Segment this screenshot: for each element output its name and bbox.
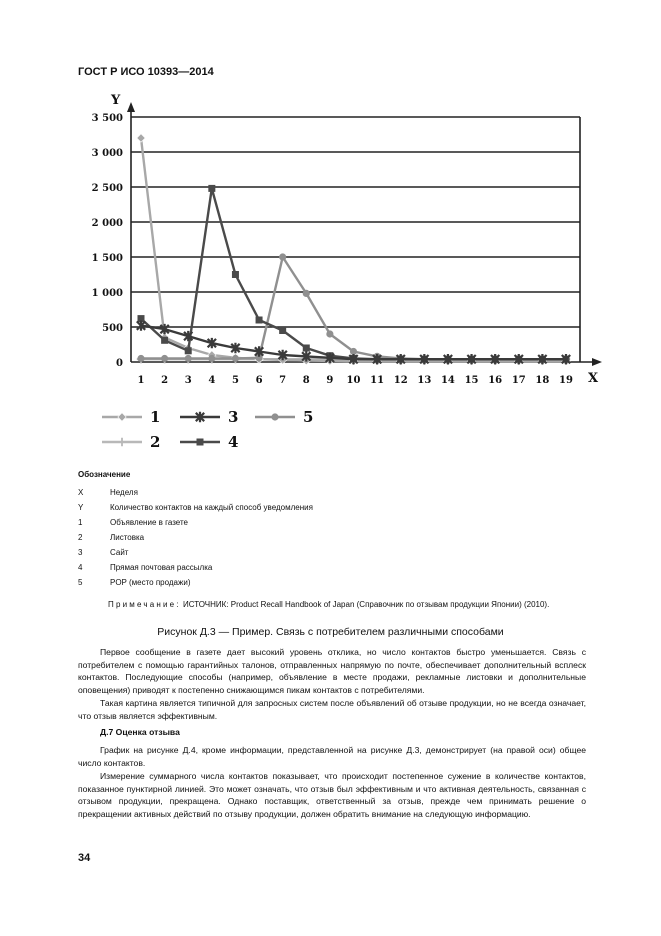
legend-marker: [271, 413, 278, 420]
data-point-series-4: [279, 327, 286, 334]
paragraph-2: Такая картина является типичной для запросных систем после объявлений об отзыве продукции, но не всегда означает, что отзыв является эффективным.: [78, 698, 586, 721]
marker-shape: [161, 337, 168, 344]
y-tick-label: 3 500: [91, 113, 123, 124]
key-description: Сайт: [110, 548, 129, 557]
key-symbol: 5: [78, 578, 83, 587]
data-point-series-5: [185, 355, 192, 362]
data-point-series-4: [303, 345, 310, 352]
data-point-series-5: [137, 355, 144, 362]
key-symbol: 4: [78, 563, 83, 572]
x-tick-label: 16: [488, 375, 503, 386]
y-tick-label: 2 500: [91, 183, 123, 194]
legend-label: 4: [228, 433, 239, 451]
series-line-4: [141, 188, 566, 359]
key-description: POP (место продажи): [110, 578, 191, 587]
x-tick-label: 3: [184, 375, 192, 386]
data-point-series-4: [161, 337, 168, 344]
legend-label: 2: [150, 433, 161, 451]
x-tick-label: 7: [279, 375, 287, 386]
document-header: ГОСТ Р ИСО 10393—2014: [78, 66, 214, 78]
series-line-5: [141, 257, 566, 359]
note-label: Примечание:: [108, 600, 181, 609]
x-tick-label: 2: [161, 375, 169, 386]
marker-shape: [232, 271, 239, 278]
section-title: Д.7 Оценка отзыва: [100, 727, 180, 737]
legend-item-4: [180, 433, 238, 451]
x-tick-label: 15: [464, 375, 479, 386]
key-description: Листовка: [110, 533, 145, 542]
marker-shape: [197, 439, 204, 446]
x-tick-label: 1: [137, 375, 145, 386]
marker-shape: [326, 330, 333, 337]
marker-shape: [208, 355, 215, 362]
key-description: Неделя: [110, 488, 138, 497]
figure-caption: Рисунок Д.3 — Пример. Связь с потребителем различными способами: [157, 626, 504, 638]
legend-label: 3: [228, 408, 239, 426]
data-point-series-4: [208, 185, 215, 192]
marker-shape: [279, 327, 286, 334]
key-symbol: Y: [78, 503, 84, 512]
legend-item-1: [102, 408, 160, 426]
x-tick-label: 19: [559, 375, 573, 386]
y-tick-label: 3 000: [91, 148, 123, 159]
x-tick-label: 6: [255, 375, 263, 386]
x-tick-label: 12: [393, 375, 408, 386]
legend-item-5: [255, 408, 313, 426]
data-point-series-4: [256, 317, 263, 324]
data-point-series-5: [326, 330, 333, 337]
page-number: 34: [78, 852, 91, 864]
y-axis-arrow: [127, 102, 135, 112]
key-description: Количество контактов на каждый способ уведомления: [110, 503, 313, 512]
chart-series: [137, 134, 570, 366]
marker-shape: [303, 345, 310, 352]
data-point-series-5: [303, 290, 310, 297]
marker-shape: [208, 185, 215, 192]
marker-shape: [161, 355, 168, 362]
figure-note: [108, 600, 549, 609]
marker-shape: [279, 253, 286, 260]
key-title: Обозначение: [78, 470, 131, 479]
x-tick-label: 9: [326, 375, 334, 386]
y-tick-label: 2 000: [91, 218, 123, 229]
paragraph-3: График на рисунке Д.4, кроме информации, представленной на рисунке Д.3, демонстрирует (на правой оси) общее число контактов.: [78, 745, 586, 768]
x-tick-label: 4: [208, 375, 216, 386]
data-point-series-5: [232, 355, 239, 362]
legend-marker: [118, 438, 126, 446]
legend-item-2: [102, 433, 160, 451]
y-tick-label: 1 000: [91, 288, 123, 299]
x-tick-label: 11: [370, 375, 385, 386]
data-point-series-4: [232, 271, 239, 278]
x-tick-label: 18: [535, 375, 550, 386]
legend-item-3: [180, 408, 238, 426]
marker-shape: [118, 438, 126, 446]
marker-shape: [271, 413, 278, 420]
x-tick-label: 13: [417, 375, 432, 386]
data-point-series-5: [208, 355, 215, 362]
key-symbol: X: [78, 488, 84, 497]
x-tick-label: 8: [302, 375, 310, 386]
note-text: ИСТОЧНИК: Product Recall Handbook of Japan (Справочник по отзывам продукции Японии) (2010).: [182, 600, 550, 609]
data-point-series-5: [279, 253, 286, 260]
marker-shape: [256, 317, 263, 324]
y-tick-label: 500: [102, 323, 123, 334]
chart-grid: [131, 117, 580, 362]
y-axis-label: Y: [111, 93, 121, 108]
legend-marker: [118, 413, 126, 421]
key-symbol: 3: [78, 548, 83, 557]
legend-marker: [197, 439, 204, 446]
series-line-1: [141, 138, 566, 361]
marker-shape: [118, 413, 126, 421]
x-axis-arrow: [592, 358, 602, 366]
y-tick-label: 0: [116, 358, 123, 369]
marker-shape: [232, 355, 239, 362]
x-tick-label: 17: [511, 375, 526, 386]
x-tick-label: 5: [231, 375, 239, 386]
data-point-series-4: [185, 347, 192, 354]
chart-legend: [102, 408, 313, 451]
marker-shape: [303, 290, 310, 297]
paragraph-1: Первое сообщение в газете дает высокий уровень отклика, но число контактов быстро уменьшается. Связь с потребителем с помощью гарантийных талонов, отправленных напрямую по почте, обеспечивает дополнительный всплеск контактов. Последующие способы (например, объявление в месте продажи, рекламные листовки и дополнительные оповещения) приводят к постепенно снижающимся пикам контактов с потребителями.: [78, 647, 586, 695]
y-tick-label: 1 500: [91, 253, 123, 264]
data-point-series-1: [137, 134, 145, 142]
legend-label: 5: [303, 408, 314, 426]
data-point-series-5: [161, 355, 168, 362]
marker-shape: [185, 355, 192, 362]
legend-label: 1: [150, 408, 161, 426]
paragraph-4: Измерение суммарного числа контактов показывает, что происходит постепенное сужение в количестве контактов, показанное пунктирной линией. Это может означать, что отзыв был эффективным и что активная деятельность, связанная с отзывом продукции, прекращена. Однако поставщик, ответственный за отзыв, прежде чем принимать решение о прекращении активных действий по отзыву продукции, должен обратить внимание на следующую информацию.: [78, 771, 586, 819]
key-description: Объявление в газете: [110, 518, 188, 527]
marker-shape: [137, 355, 144, 362]
key-symbol: 2: [78, 533, 83, 542]
marker-shape: [185, 347, 192, 354]
x-axis-label: X: [588, 371, 599, 386]
x-tick-label: 14: [440, 375, 455, 386]
key-description: Прямая почтовая рассылка: [110, 563, 213, 572]
key-symbol: 1: [78, 518, 83, 527]
x-tick-label: 10: [346, 375, 361, 386]
marker-shape: [137, 134, 145, 142]
